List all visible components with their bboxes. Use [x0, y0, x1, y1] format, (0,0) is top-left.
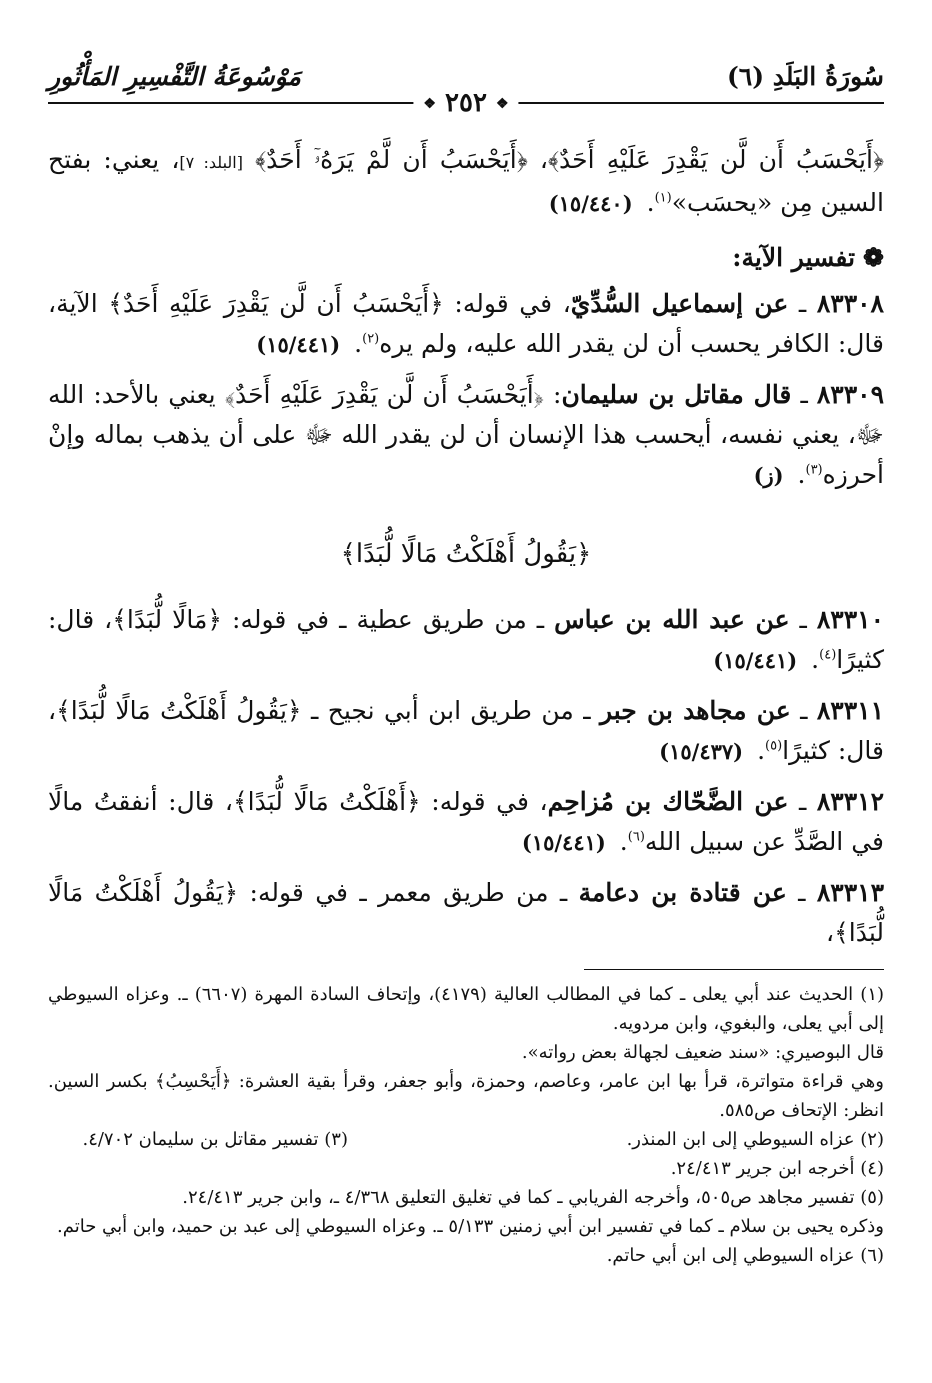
volume-reference: (١٥/٤٤١): [713, 648, 798, 673]
page-number: [413, 88, 518, 118]
page-number-text: ٢٥٢: [445, 88, 487, 118]
volume-reference: (ز): [753, 463, 784, 488]
intro-text: ، يعني: بفتح السين مِن «يحسَب»: [48, 145, 884, 217]
entry-text: ،: [826, 918, 835, 947]
page-header: [48, 58, 884, 120]
verse-title: ﴿يَقُولُ أَهْلَكْتُ مَالًا لُّبَدًا﴾: [340, 539, 592, 569]
intro-paragraph: ﴿أَيَحْسَبُ أَن لَّن يَقْدِرَ عَلَيْهِ أَحَدٌ﴾، ﴿أَيَحْسَبُ أَن لَّمْ يَرَهُۥٓ أَحَدٌ﴾ [البلد: ٧]، يعني: بفتح السين مِن «يحسَب»$^{(١)}$. (١٥/٤٤٠): [48, 145, 885, 217]
footnote-marker: (٣): [805, 462, 823, 478]
entry-number: ٨٣٣١٢: [816, 787, 885, 816]
section-heading-label: تفسير الآية:: [732, 243, 856, 272]
entry-paragraph: ٨٣٣١١ ـ عن مجاهد بن جبر ـ من طريق ابن أبي نجيح ـ ﴿يَقُولُ أَهْلَكْتُ مَالًا لُّبَدًا﴾، قال: كثيرًا$^{(٥)}$. (١٥/٤٣٧): [48, 696, 884, 765]
entry-paragraph: ٨٣٣٠٨ ـ عن إسماعيل السُّدِّيّ، في قوله: ﴿أَيَحْسَبُ أَن لَّن يَقْدِرَ عَلَيْهِ أَحَدٌ﴾ الآية، قال: الكافر يحسب أن لن يقدر الله عليه، ولم يره$^{(٢)}$. (١٥/٤٤١): [48, 289, 884, 358]
entry-text: ، قال: أنفقتُ مالًا في الصَّدِّ عن سبيل الله: [48, 787, 884, 856]
footnote-marker: (٥): [765, 738, 783, 754]
volume-reference: (١٥/٤٣٧): [659, 739, 744, 764]
quran-verse: ﴿يَقُولُ أَهْلَكْتُ مَالًا لُّبَدًا﴾: [56, 696, 302, 725]
quran-verse: ﴿يَقُولُ أَهْلَكْتُ مَالًا لُّبَدًا﴾: [48, 878, 884, 947]
narrator-name: عن مجاهد بن جبر: [599, 696, 791, 725]
footnote-marker: (٢): [362, 331, 380, 347]
footnote: (٤) أخرجه ابن جرير ٢٤/٤١٣.: [670, 1158, 884, 1179]
footnote-row: [48, 1125, 884, 1154]
quran-verse: ﴿مَالًا لُّبَدًا﴾: [112, 605, 223, 634]
section-heading: [48, 238, 884, 278]
entry-paragraph: ٨٣٣١٣ ـ عن قتادة بن دعامة ـ من طريق معمر ـ في قوله: ﴿يَقُولُ أَهْلَكْتُ مَالًا لُّبَدًا﴾،: [48, 878, 884, 947]
flower-icon: ❁: [863, 243, 884, 272]
main-text: [48, 140, 884, 963]
footnote-rule: [584, 969, 884, 970]
narrator-name: قال مقاتل بن سليمان: [561, 380, 792, 409]
entry-paragraph: ٨٣٣١٢ ـ عن الضَّحّاك بن مُزاحِم، في قوله: ﴿أَهْلَكْتُ مَالًا لُّبَدًا﴾، قال: أنفقتُ مالًا في الصَّدِّ عن سبيل الله$^{(٦)}$. (١٥/٤٤١): [48, 787, 885, 856]
ornament-icon: ❖: [496, 96, 509, 112]
footnote: (١) الحديث عند أبي يعلى ـ كما في المطالب العالية (٤١٧٩)، وإتحاف السادة المهرة (٦٦٠٧) ـ. وعزاه السيوطي إلى أبي يعلى، والبغوي، وابن مردويه.: [48, 984, 885, 1034]
quran-verse: ﴿أَيَحْسَبُ أَن لَّن يَقْدِرَ عَلَيْهِ أَحَدٌ﴾: [108, 289, 444, 318]
volume-reference: (١٥/٤٤١): [256, 332, 341, 357]
verse-reference: [البلد: ٧]: [179, 153, 243, 172]
narrator-name: عن قتادة بن دعامة: [578, 878, 787, 907]
entry-paragraph: ٨٣٣٠٩ ـ قال مقاتل بن سليمان: ﴿أَيَحْسَبُ أَن لَّن يَقْدِرَ عَلَيْهِ أَحَدٌ﴾ يعني بالأحد: الله ﷻ، يعني نفسه، أيحسب هذا الإنسان أن لن يقدر الله ﷻ على أن يذهب بماله وإنْ أحرزه$^{(٣)}$. (ز): [48, 380, 884, 489]
narrator-name: عن إسماعيل السُّدِّيّ: [570, 289, 789, 318]
quran-verse: ﴿أَهْلَكْتُ مَالًا لُّبَدًا﴾: [232, 787, 421, 816]
entry-paragraph: ٨٣٣١٠ ـ عن عبد الله بن عباس ـ من طريق عطية ـ في قوله: ﴿مَالًا لُّبَدًا﴾، قال: كثيرًا$^{(٤)}$. (١٥/٤٤١): [48, 605, 884, 674]
ornament-icon: ❖: [423, 96, 436, 112]
footnote: وذكره يحيى بن سلام ـ كما في تفسير ابن أبي زمنين ٥/١٣٣ ـ. وعزاه السيوطي إلى عبد بن حميد، وابن أبي حاتم.: [57, 1216, 884, 1237]
narrator-name: عن عبد الله بن عباس: [554, 605, 790, 634]
footnote: وهي قراءة متواترة، قرأ بها ابن عامر، وعاصم، وحمزة، وأبو جعفر، وقرأ بقية العشرة: ﴿أَيَحْسِبُ﴾ بكسر السين. انظر: الإتحاف ص٥٨٥.: [48, 1071, 884, 1121]
entry-text: الآية، قال: الكافر يحسب أن لن يقدر الله عليه، ولم يره: [48, 289, 884, 358]
book-title: مَوْسُوعَةُ التَّفْسِيرِ المَأْثُورِ: [48, 62, 301, 91]
footnote: (٢) عزاه السيوطي إلى ابن المنذر.: [626, 1129, 884, 1150]
narrator-name: عن الضَّحّاك بن مُزاحِم: [547, 787, 789, 816]
footnote-marker: (٦): [627, 829, 645, 845]
footnote: (٥) تفسير مجاهد ص٥٠٥، وأخرجه الفريابي ـ كما في تغليق التعليق ٤/٣٦٨ ـ، وابن جرير ٢٤/٤١٣.: [182, 1187, 884, 1208]
quran-verse: ﴿أَيَحْسَبُ أَن لَّمْ يَرَهُۥٓ أَحَدٌ﴾: [255, 145, 528, 174]
entry-number: ٨٣٣١٣: [816, 878, 884, 907]
entry-number: ٨٣٣٠٨: [816, 289, 884, 318]
footnote-marker: (٤): [819, 647, 837, 663]
entry-number: ٨٣٣١١: [816, 696, 884, 725]
entry-text: يعني بالأحد: الله ﷻ، يعني نفسه، أيحسب هذا الإنسان أن لن يقدر الله ﷻ على أن يذهب بماله وإنْ أحرزه: [48, 380, 884, 489]
entry-text: ، قال: كثيرًا: [48, 696, 884, 765]
volume-reference: (١٥/٤٤٠): [548, 191, 633, 216]
quran-verse: ﴿أَيَحْسَبُ أَن لَّن يَقْدِرَ عَلَيْهِ أَحَدٌ﴾: [224, 380, 544, 409]
footnote: (٣) تفسير مقاتل بن سليمان ٤/٧٠٢.: [82, 1129, 348, 1150]
quran-verse: ﴿أَيَحْسَبُ أَن لَّن يَقْدِرَ عَلَيْهِ أَحَدٌ﴾: [547, 145, 885, 174]
entry-text: ، قال: كثيرًا: [48, 605, 884, 674]
footnotes: [48, 980, 884, 1270]
entry-number: ٨٣٣٠٩: [816, 380, 884, 409]
surah-title: سُورَةُ البَلَدِ (٦): [726, 62, 884, 91]
footnote-marker: (١): [654, 190, 672, 206]
footnote: (٦) عزاه السيوطي إلى ابن أبي حاتم.: [606, 1245, 884, 1266]
footnote: قال البوصيري: «سند ضعيف لجهالة بعض رواته».: [521, 1042, 884, 1063]
entry-number: ٨٣٣١٠: [816, 605, 884, 634]
volume-reference: (١٥/٤٤١): [521, 830, 606, 855]
